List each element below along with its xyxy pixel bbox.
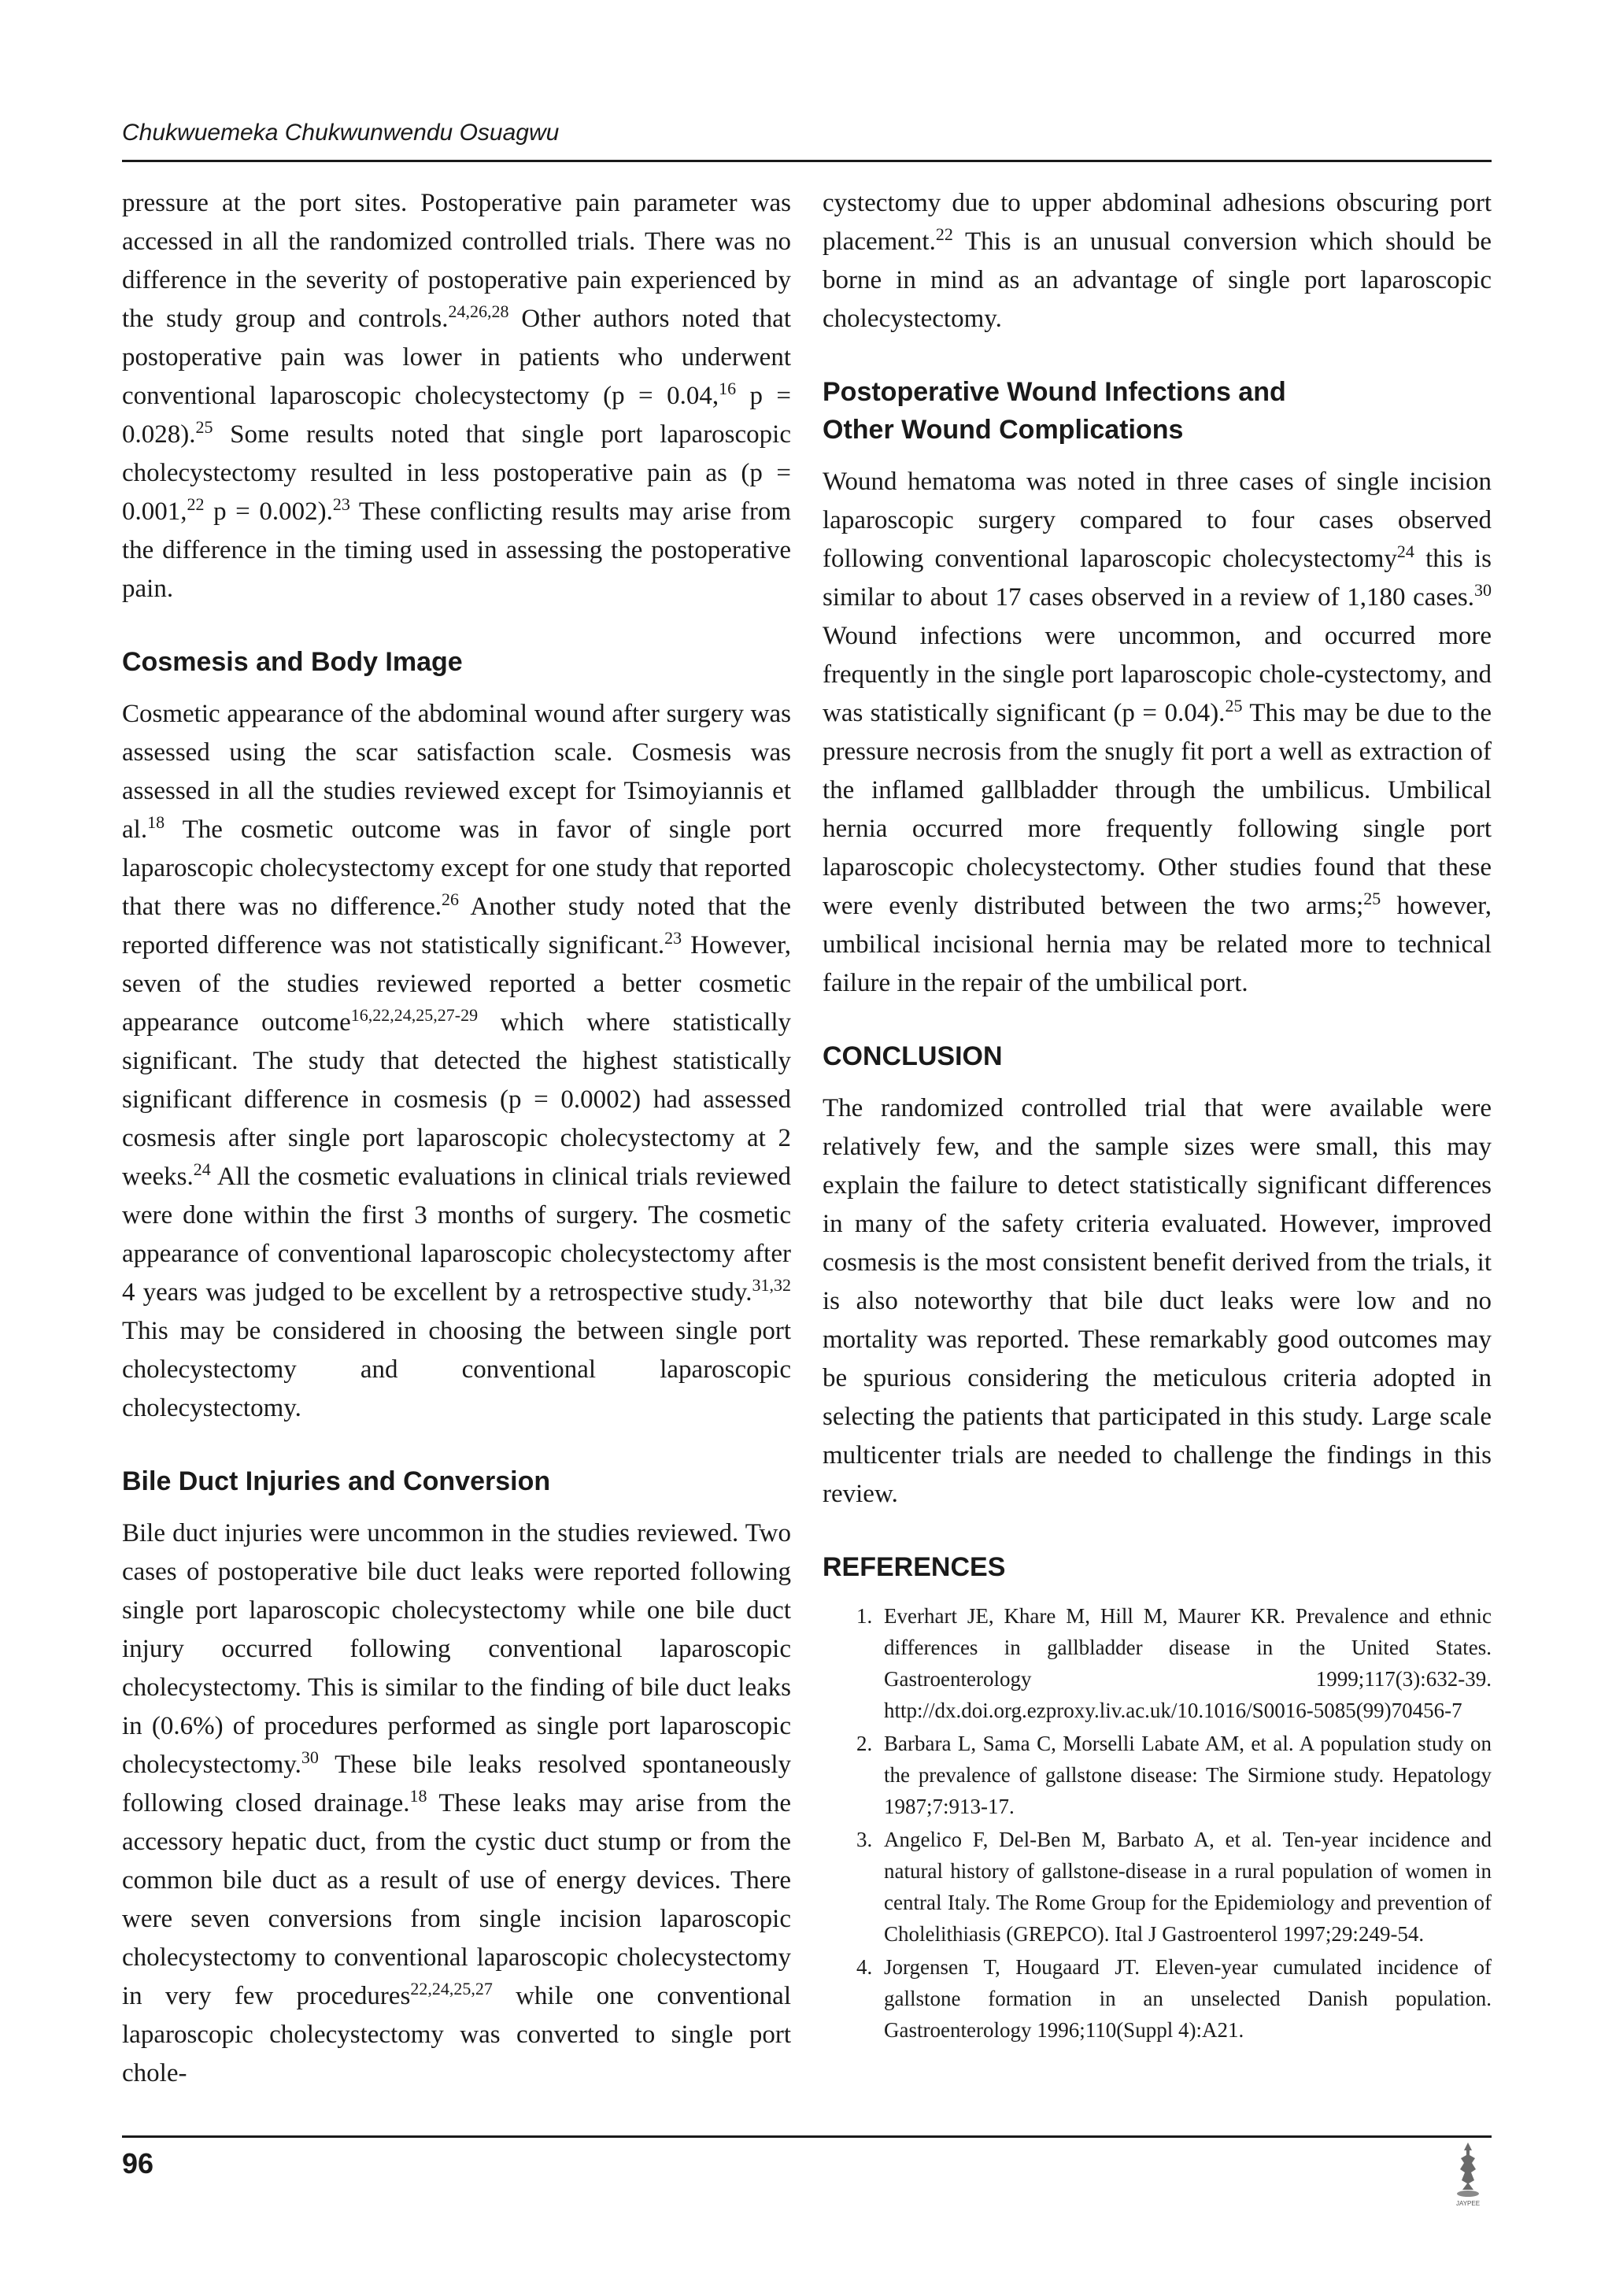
reference-item: 4. Jorgensen T, Hougaard JT. Eleven-year cumulated incidence of gallstone formation in an unselected Danish population. Gastroenterology 1996;110(Suppl 4):A21. bbox=[878, 1951, 1492, 2046]
svg-text:JAYPEE: JAYPEE bbox=[1455, 2200, 1481, 2207]
wound-paragraph: Wound hematoma was noted in three cases of single incision laparoscopic surgery compared to four cases observed following conventional laparoscopic cholecystectomy$^{24}$ this is similar to about 17 cases observed in a review of 1,180 cases.$^{30}$ Wound infections were uncommon, and occurred more frequently in the single port laparoscopic chole-cystectomy, and was statistically significant (p = 0.04).$^{25}$ This may be due to the pressure necrosis from the snugly fit port a well as extraction of the inflamed gallbladder through the umbilicus. Umbilical hernia occurred more frequently following single port laparoscopic cholecystectomy. Other studies found that these were evenly distributed between the two arms;$^{25}$ however, umbilical incisional hernia may be related more to technical failure in the repair of the umbilical port. bbox=[823, 468, 1492, 997]
running-head-author: Chukwuemeka Chukwunwendu Osuagwu bbox=[122, 120, 560, 146]
section-heading-bile-duct: Bile Duct Injuries and Conversion bbox=[122, 1466, 551, 1496]
footer-rule bbox=[122, 2135, 1492, 2138]
reference-item: 1. Everhart JE, Khare M, Hill M, Maurer KR. Prevalence and ethnic differences in gallbladder disease in the United States. Gastroenterology 1999;117(3):632-39. http://dx.doi.org.ezproxy.liv.ac.uk/10.1016/S0016-5085(99)70456-7 bbox=[878, 1600, 1492, 1726]
publisher-logo-icon bbox=[1448, 2139, 1488, 2210]
conclusion-paragraph: The randomized controlled trial that were available were relatively few, and the sample sizes were small, this may explain the failure to detect statistically significant differences in many of the safety criteria evaluated. However, improved cosmesis is the most consistent benefit derived from the trials, it is also noteworthy that bile duct leaks were low and no mortality was reported. These remarkably good outcomes may be spurious considering the meticulous criteria adopted in selecting the patients that participated in this study. Large scale multicenter trials are needed to challenge the findings in this review. bbox=[823, 1094, 1492, 1508]
reference-list bbox=[823, 1600, 1492, 2046]
section-heading-wound: Postoperative Wound Infections and Other Wound Complications bbox=[823, 377, 1286, 445]
page-number: 96 bbox=[122, 2147, 154, 2180]
bile-duct-paragraph: Bile duct injuries were uncommon in the studies reviewed. Two cases of postoperative bile duct leaks were reported following single port laparoscopic cholecystectomy while one bile duct injury occurred following conventional laparoscopic cholecystectomy. This is similar to the finding of bile duct leaks in (0.6%) of procedures performed as single port laparoscopic cholecystectomy.$^{30}$ These bile leaks resolved spontaneously following closed drainage.$^{18}$ These leaks may arise from the accessory hepatic duct, from the cystic duct stump or from the common bile duct as a result of use of energy devices. There were seven conversions from single incision laparoscopic cholecystectomy to conventional laparoscopic cholecystectomy in very few procedures$^{22,24,25,27}$ while one conventional laparoscopic cholecystectomy was converted to single port chole- bbox=[122, 1519, 791, 2087]
header-rule bbox=[122, 160, 1492, 162]
section-heading-conclusion: CONCLUSION bbox=[823, 1041, 1003, 1071]
conversion-continuation-paragraph: cystectomy due to upper abdominal adhesions obscuring port placement.$^{22}$ This is an unusual conversion which should be borne in mind as an advantage of single port laparoscopic cholecystectomy. bbox=[823, 189, 1492, 333]
reference-item: 3. Angelico F, Del-Ben M, Barbato A, et al. Ten-year incidence and natural history of gallstone-disease in a rural population of women in central Italy. The Rome Group for the Epidemiology and prevention of Cholelithiasis (GREPCO). Ital J Gastroenterol 1997;29:249-54. bbox=[878, 1824, 1492, 1950]
section-heading-cosmesis: Cosmesis and Body Image bbox=[122, 647, 463, 677]
left-column bbox=[122, 184, 791, 2093]
right-column bbox=[823, 184, 1492, 2047]
section-heading-references: REFERENCES bbox=[823, 1552, 1006, 1582]
reference-item: 2. Barbara L, Sama C, Morselli Labate AM, et al. A population study on the prevalence of gallstone disease: The Sirmione study. Hepatology 1987;7:913-17. bbox=[878, 1728, 1492, 1822]
postoperative-pain-paragraph: pressure at the port sites. Postoperative pain parameter was accessed in all the randomized controlled trials. There was no difference in the severity of postoperative pain experienced by the study group and controls.$^{24,26,28}$ Other authors noted that postoperative pain was lower in patients who underwent conventional laparoscopic cholecystectomy (p = 0.04,16 p = 0.028).$^{25}$ Some results noted that single port laparoscopic cholecystectomy resulted in less postoperative pain as (p = 0.001,22 p = 0.002).$^{23}$ These conflicting results may arise from the difference in the timing used in assessing the postoperative pain. bbox=[122, 189, 791, 603]
cosmesis-paragraph: Cosmetic appearance of the abdominal wound after surgery was assessed using the scar satisfaction scale. Cosmesis was assessed in all the studies reviewed except for Tsimoyiannis et al.$^{18}$ The cosmetic outcome was in favor of single port laparoscopic cholecystectomy except for one study that reported that there was no difference.$^{26}$ Another study noted that the reported difference was not statistically significant.$^{23}$ However, seven of the studies reviewed reported a better cosmetic appearance outcome$^{16,22,24,25,27-29}$ which where statistically significant. The study that detected the highest statistically significant difference in cosmesis (p = 0.0002) had assessed cosmesis after single port laparoscopic cholecystectomy at 2 weeks.$^{24}$ All the cosmetic evaluations in clinical trials reviewed were done within the first 3 months of surgery. The cosmetic appearance of conventional laparoscopic cholecystectomy after 4 years was judged to be excellent by a retrospective study.$^{31,32}$ This may be considered in choosing the between single port cholecystectomy and conventional laparoscopic cholecystectomy. bbox=[122, 700, 791, 1422]
